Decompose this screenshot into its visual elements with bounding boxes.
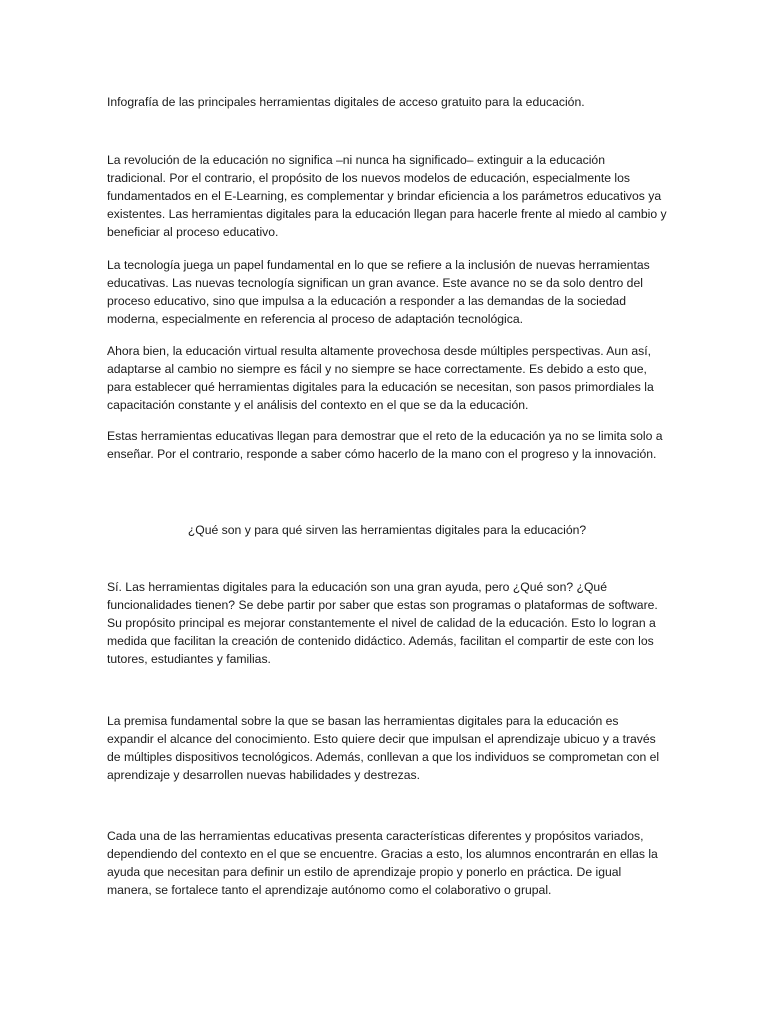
paragraph: La tecnología juega un papel fundamental en lo que se refiere a la inclusión de nuevas herramientas educativas. Las nuevas tecnología significan un gran avance. Este avance no se da solo dentro del proceso educativo, sino que impulsa a la educación a responder a las demandas de la sociedad moderna, especialmente en referencia al proceso de adaptación tecnológica. xyxy=(107,258,650,326)
paragraph: Ahora bien, la educación virtual resulta altamente provechosa desde múltiples perspectivas. Aun así, adaptarse al cambio no siempre es fácil y no siempre se hace correctamente. Es debido a esto que, para establecer qué herramientas digitales para la educación se necesitan, son pasos primordiales la capacitación constante y el análisis del contexto en el que se da la educación. xyxy=(107,344,654,412)
paragraph: Sí. Las herramientas digitales para la educación son una gran ayuda, pero ¿Qué son? ¿Qué funcionalidades tienen? Se debe partir por saber que estas son programas o plataformas de software. Su propósito principal es mejorar constantemente el nivel de calidad de la educación. Esto lo logran a medida que facilitan la creación de contenido didáctico. Además, facilitan el compartir de este con los tutores, estudiantes y familias. xyxy=(107,580,658,666)
paragraph: Estas herramientas educativas llegan para demostrar que el reto de la educación ya no se limita solo a enseñar. Por el contrario, responde a saber cómo hacerlo de la mano con el progreso y la innovación. xyxy=(107,429,663,461)
paragraph: Cada una de las herramientas educativas presenta características diferentes y propósitos variados, dependiendo del contexto en el que se encuentre. Gracias a esto, los alumnos encontrarán en ellas la ayuda que necesitan para definir un estilo de aprendizaje propio y ponerlo en práctica. De igual manera, se fortalece tanto el aprendizaje autónomo como el colaborativo o grupal. xyxy=(107,829,658,897)
section-heading: ¿Qué son y para qué sirven las herramientas digitales para la educación? xyxy=(187,523,587,537)
document-title: Infografía de las principales herramientas digitales de acceso gratuito para la educación. xyxy=(107,95,585,109)
paragraph: La premisa fundamental sobre la que se basan las herramientas digitales para la educación es expandir el alcance del conocimiento. Esto quiere decir que impulsan el aprendizaje ubicuo y a través de múltiples dispositivos tecnológicos. Además, conllevan a que los individuos se comprometan con el aprendizaje y desarrollen nuevas habilidades y destrezas. xyxy=(107,714,660,782)
paragraph: La revolución de la educación no significa –ni nunca ha significado– extinguir a la educación tradicional. Por el contrario, el propósito de los nuevos modelos de educación, especialmente los fundamentados en el E-Learning, es complementar y brindar eficiencia a los parámetros educativos ya existentes. Las herramientas digitales para la educación llegan para hacerle frente al miedo al cambio y beneficiar al proceso educativo. xyxy=(107,153,667,239)
